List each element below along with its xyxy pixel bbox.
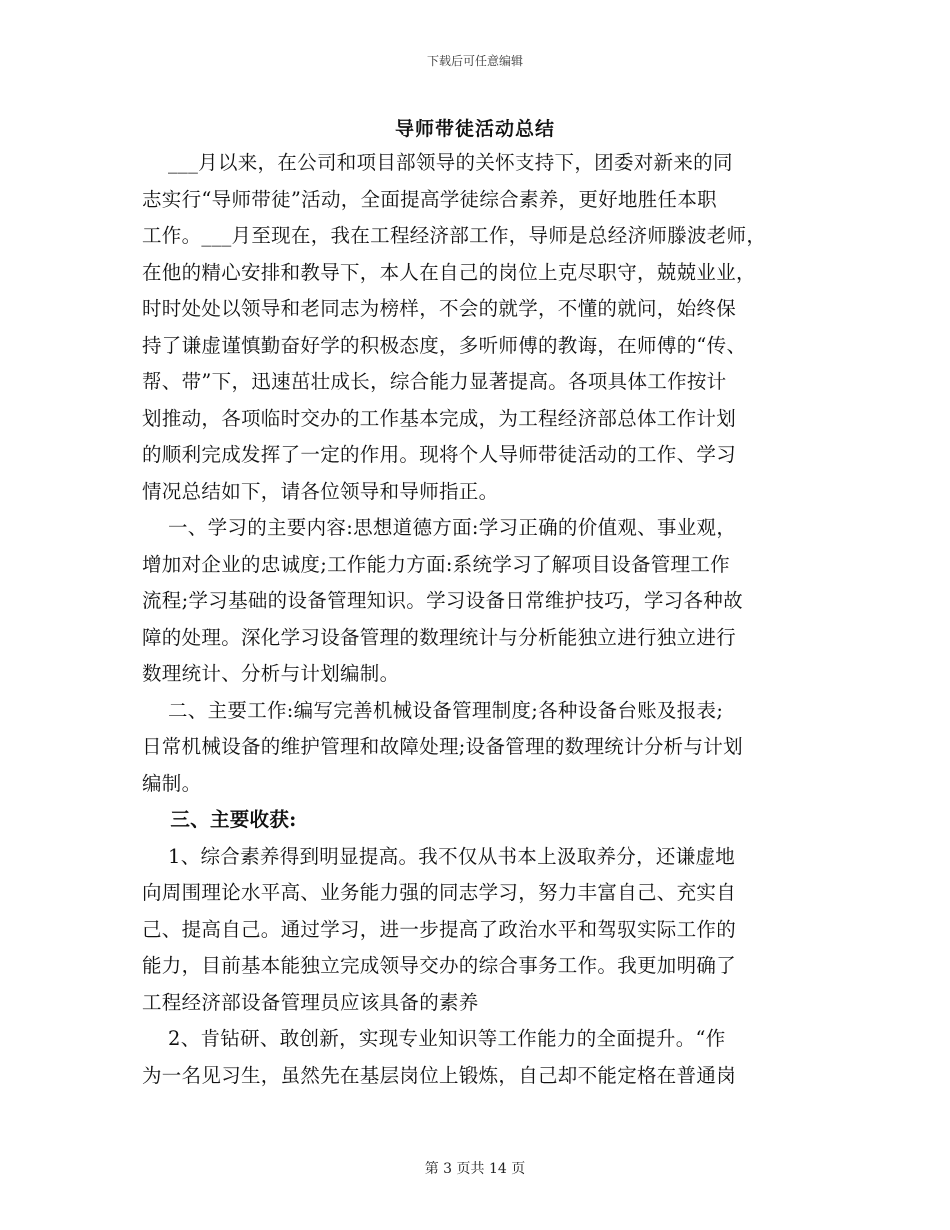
- body-line: 为一名见习生，虽然先在基层岗位上锻炼，自己却不能定格在普通岗: [142, 1063, 737, 1087]
- body-line: 己、提高自己。通过学习，进一步提高了政治水平和驾驭实际工作的: [142, 917, 737, 941]
- body-line: 增加对企业的忠诚度;工作能力方面:系统学习了解项目设备管理工作: [142, 552, 730, 576]
- body-line: 能力，目前基本能独立完成领导交办的综合事务工作。我更加明确了: [142, 954, 737, 977]
- document-body: [142, 145, 810, 1094]
- body-line: 工程经济部设备管理员应该具备的素养: [142, 990, 479, 1014]
- body-line: 在他的精心安排和教导下，本人在自己的岗位上克尽职守，兢兢业业，: [142, 260, 756, 284]
- body-line: 数理统计、分析与计划编制。: [142, 662, 400, 685]
- body-line: 志实行“导师带徒”活动，全面提高学徒综合素养，更好地胜任本职: [142, 187, 717, 211]
- body-line: 时时处处以领导和老同志为榜样，不会的就学，不懂的就问，始终保: [142, 297, 737, 320]
- body-line: 1、综合素养得到明显提高。我不仅从书本上汲取养分，还谦虚地: [142, 844, 736, 868]
- body-line: 的顺利完成发挥了一定的作用。现将个人导师带徒活动的工作、学习: [142, 443, 737, 466]
- body-line: 三、主要收获:: [142, 808, 297, 831]
- body-line: 一、学习的主要内容:思想道德方面:学习正确的价值观、事业观，: [142, 516, 737, 539]
- body-line: 帮、带”下，迅速茁壮成长，综合能力显著提高。各项具体工作按计: [142, 370, 727, 393]
- body-line: ___月以来，在公司和项目部领导的关怀支持下，团委对新来的同: [142, 151, 733, 174]
- page-footer: 第 3 页共 14 页: [424, 1161, 526, 1177]
- body-line: 工作。___月至现在，我在工程经济部工作，导师是总经济师滕波老师，: [142, 224, 767, 247]
- body-line: 情况总结如下，请各位领导和导师指正。: [142, 479, 499, 503]
- body-line: 持了谦虚谨慎勤奋好学的积极态度，多听师傅的教诲，在师傅的“传、: [142, 333, 747, 357]
- body-line: 日常机械设备的维护管理和故障处理;设备管理的数理统计分析与计划: [142, 735, 743, 758]
- document-title: 导师带徒活动总结: [394, 118, 555, 140]
- body-line: 流程;学习基础的设备管理知识。学习设备日常维护技巧，学习各种故: [142, 589, 743, 612]
- body-line: 编制。: [142, 771, 202, 795]
- body-line: 划推动，各项临时交办的工作基本完成，为工程经济部总体工作计划: [142, 406, 737, 430]
- body-line: 2、肯钻研、敢创新，实现专业知识等工作能力的全面提升。“作: [142, 1027, 726, 1050]
- body-line: 二、主要工作:编写完善机械设备管理制度;各种设备台账及报表;: [142, 698, 724, 722]
- body-line: 障的处理。深化学习设备管理的数理统计与分析能独立进行独立进行: [142, 625, 737, 649]
- page-header: 下载后可任意编辑: [426, 54, 523, 68]
- body-line: 向周围理论水平高、业务能力强的同志学习，努力丰富自己、充实自: [142, 881, 737, 904]
